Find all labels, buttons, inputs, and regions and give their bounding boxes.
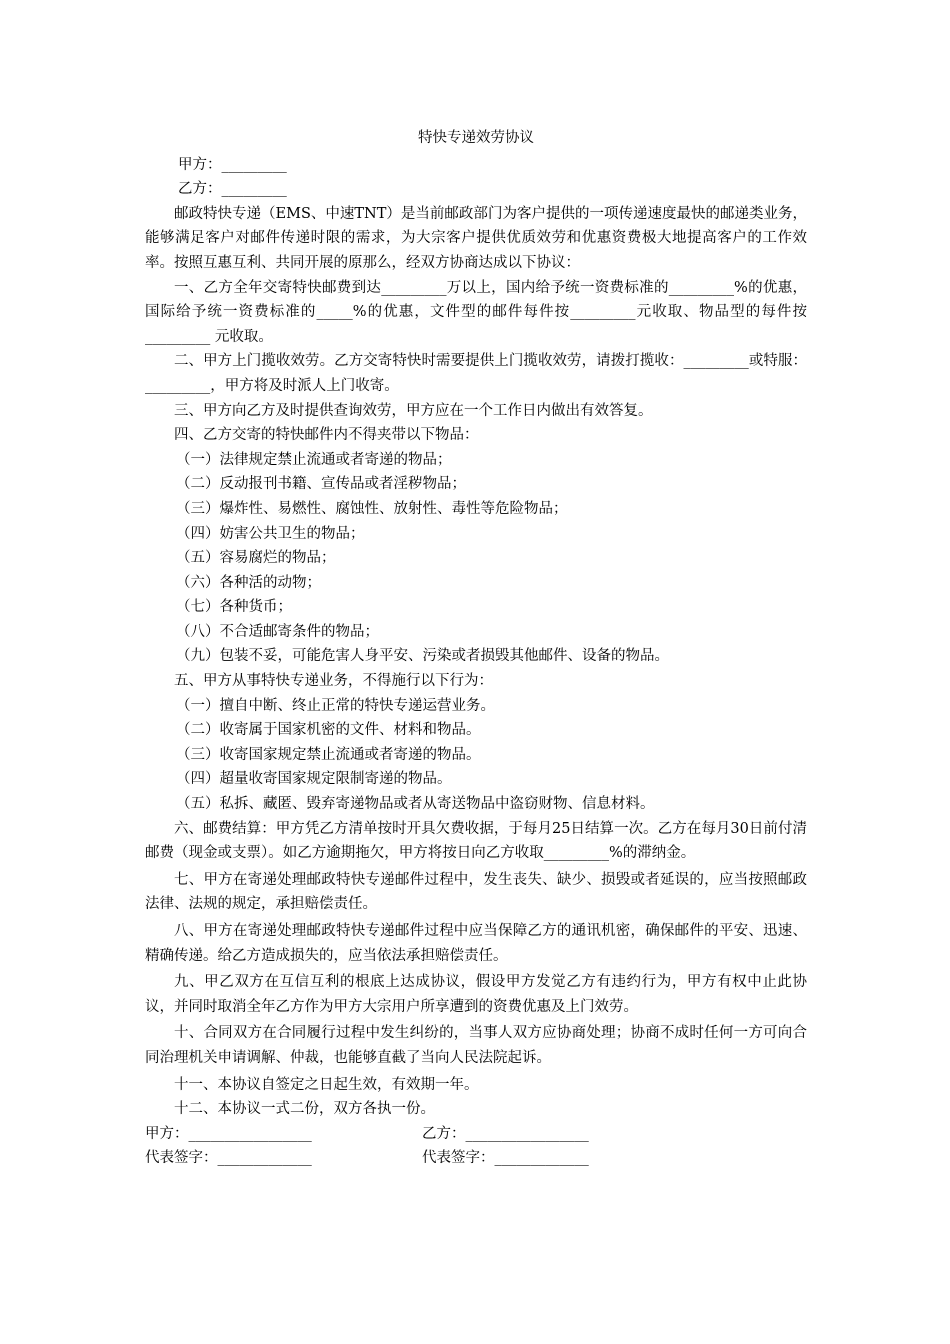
list-item: （七）各种货币； xyxy=(176,599,292,616)
list-item: （六）各种活的动物； xyxy=(176,574,321,591)
party-a-line: 甲方：_________ xyxy=(178,156,287,173)
clause-7: 七、甲方在寄递处理邮政特快专递邮件过程中，发生丧失、缺少、损毁或者延误的，应当按照邮政法律、法规的规定，承担赔偿责任。 xyxy=(145,871,807,913)
clause-4-list xyxy=(145,448,807,669)
list-item: （二）收寄属于国家机密的文件、材料和物品。 xyxy=(176,722,481,739)
party-b-line: 乙方：_________ xyxy=(178,181,287,198)
list-item: （四）妨害公共卫生的物品； xyxy=(176,525,365,542)
list-item: （二）反动报刊书籍、宣传品或者淫秽物品； xyxy=(176,476,466,493)
list-item: （八）不合适邮寄条件的物品； xyxy=(176,623,379,640)
signature-row-representatives xyxy=(145,1146,807,1171)
signature-row-parties xyxy=(145,1122,807,1147)
list-item: （九）包装不妥，可能危害人身平安、污染或者损毁其他邮件、设备的物品。 xyxy=(176,648,669,665)
list-item: （一）擅自中断、终止正常的特快专递运营业务。 xyxy=(176,697,495,714)
clause-11: 十一、本协议自签定之日起生效，有效期一年。 xyxy=(174,1076,479,1093)
signature-rep-a: 代表签字：_____________ xyxy=(145,1150,312,1167)
signature-rep-b: 代表签字：_____________ xyxy=(422,1150,589,1167)
list-item: （四）超量收寄国家规定限制寄递的物品。 xyxy=(176,771,452,788)
clause-12: 十二、本协议一式二份，双方各执一份。 xyxy=(174,1101,435,1118)
clause-2: 二、甲方上门揽收效劳。乙方交寄特快时需要提供上门揽收效劳，请拨打揽收：_________或特服：_________，甲方将及时派人上门收寄。 xyxy=(145,353,807,394)
clause-10: 十、合同双方在合同履行过程中发生纠纷的，当事人双方应协商处理；协商不成时任何一方可向合同治理机关申请调解、仲裁，也能够直截了当向人民法院起诉。 xyxy=(145,1025,807,1066)
clause-5-list xyxy=(145,694,807,817)
document-page xyxy=(145,126,807,1171)
list-item: （三）收寄国家规定禁止流通或者寄递的物品。 xyxy=(176,746,481,763)
clause-1: 一、乙方全年交寄特快邮费到达_________万以上，国内给予统一资费标准的_________%的优惠，国际给予统一资费标准的_____%的优惠，文件型的邮件每件按_________元收取、物品型的每件按_________ 元收取。 xyxy=(145,279,807,345)
list-item: （五）容易腐烂的物品； xyxy=(176,550,336,567)
clause-6: 六、邮费结算：甲方凭乙方清单按时开具欠费收据，于每月25日结算一次。乙方在每月30日前付清邮费（现金或支票）。如乙方逾期拖欠，甲方将按日向乙方收取_________%的滞纳金。 xyxy=(145,820,807,862)
intro-paragraph: 邮政特快专递（EMS、中速TNT）是当前邮政部门为客户提供的一项传递速度最快的邮递类业务，能够满足客户对邮件传递时限的需求，为大宗客户提供优质效劳和优惠资费极大地提高客户的工作效率。按照互惠互利、共同开展的原那么，经双方协商达成以下协议： xyxy=(145,205,807,271)
clause-8: 八、甲方在寄递处理邮政特快专递邮件过程中应当保障乙方的通讯机密，确保邮件的平安、迅速、精确传递。给乙方造成损失的，应当依法承担赔偿责任。 xyxy=(145,923,807,964)
signature-party-a: 甲方：_________________ xyxy=(145,1125,312,1142)
document-title: 特快专递效劳协议 xyxy=(418,130,534,146)
list-item: （一）法律规定禁止流通或者寄递的物品； xyxy=(176,451,452,468)
clause-9: 九、甲乙双方在互信互利的根底上达成协议，假设甲方发觉乙方有违约行为，甲方有权中止此协议，并同时取消全年乙方作为甲方大宗用户所享遭到的资费优惠及上门效劳。 xyxy=(145,974,807,1015)
list-item: （三）爆炸性、易燃性、腐蚀性、放射性、毒性等危险物品； xyxy=(176,500,568,517)
list-item: （五）私拆、藏匿、毁弃寄递物品或者从寄送物品中盗窃财物、信息材料。 xyxy=(176,796,655,813)
clause-4: 四、乙方交寄的特快邮件内不得夹带以下物品： xyxy=(174,427,479,444)
clause-5: 五、甲方从事特快专递业务，不得施行以下行为： xyxy=(174,673,493,690)
clause-3: 三、甲方向乙方及时提供查询效劳，甲方应在一个工作日内做出有效答复。 xyxy=(174,402,653,419)
signature-party-b: 乙方：_________________ xyxy=(422,1125,589,1142)
